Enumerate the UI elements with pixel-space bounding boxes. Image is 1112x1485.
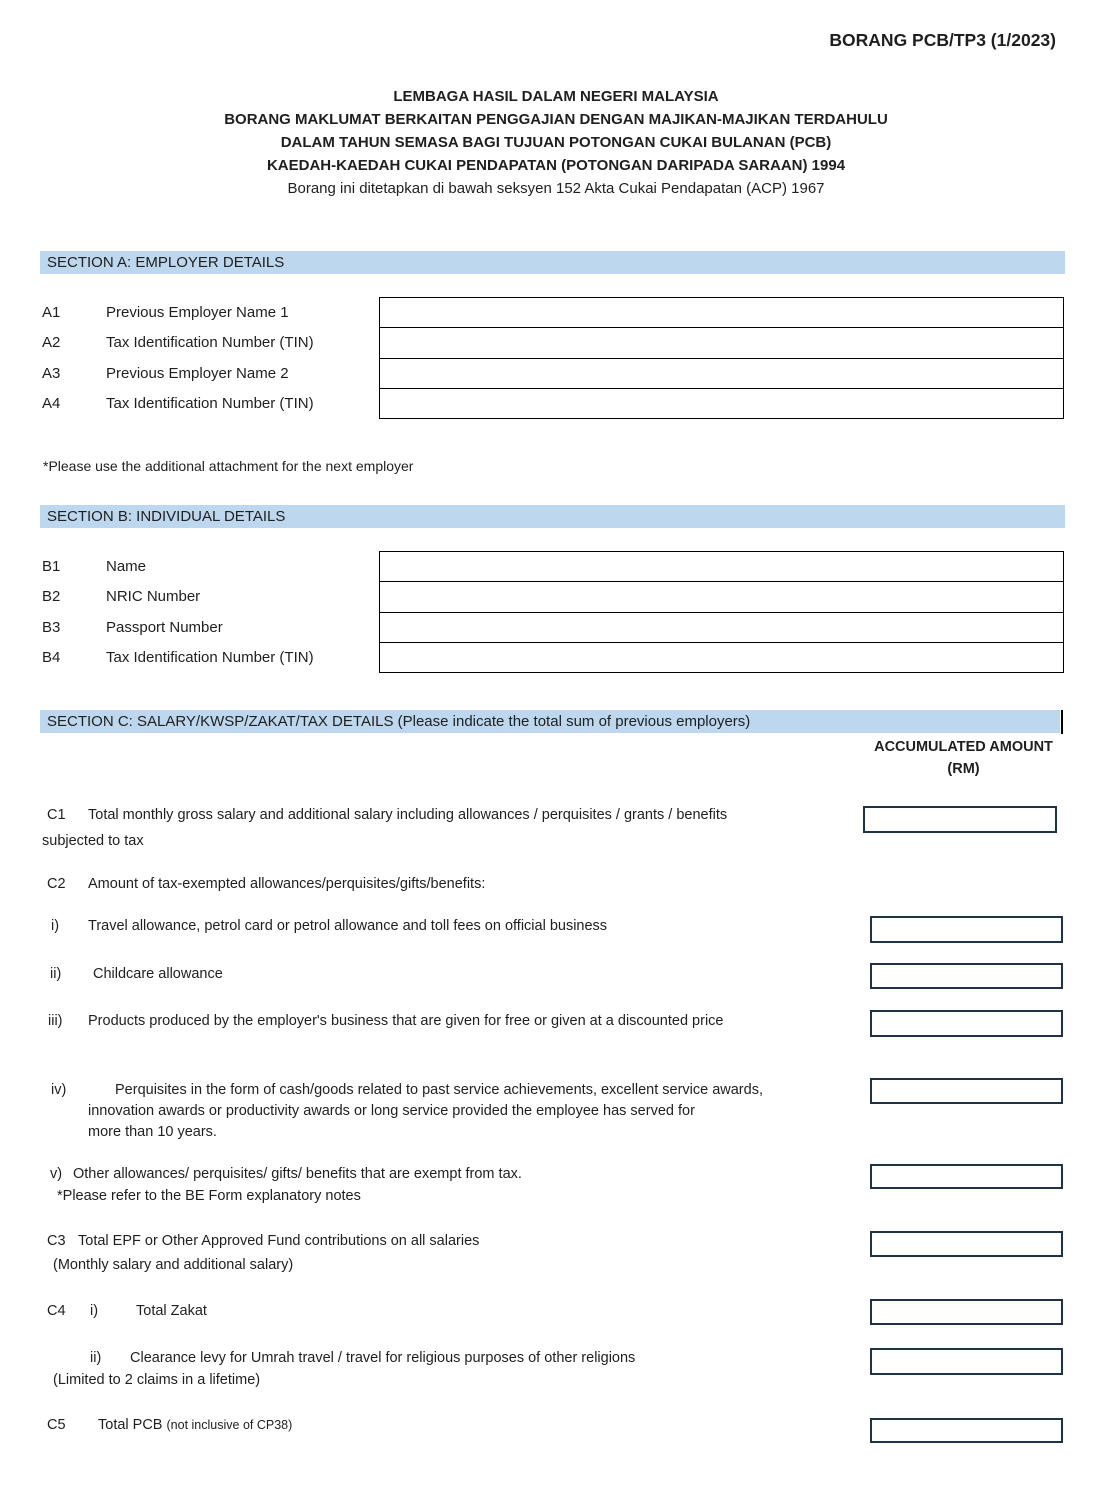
b2-field-cell — [380, 582, 1063, 612]
heading-line-2: BORANG MAKLUMAT BERKAITAN PENGGAJIAN DENGAN MAJIKAN-MAJIKAN TERDAHULU — [224, 111, 888, 128]
b4-field-cell — [380, 643, 1063, 672]
field-code-b1: B1 — [42, 557, 61, 575]
c2-v-amount-input[interactable] — [870, 1164, 1063, 1189]
label-row-b4 — [42, 643, 377, 674]
c2-v-code: v) — [50, 1166, 63, 1182]
label-row-a1 — [42, 297, 377, 328]
field-label-a2: Tax Identification Number (TIN) — [106, 334, 314, 352]
c2-label: Amount of tax-exempted allowances/perquisites/gifts/benefits: — [88, 876, 486, 892]
c2-iv-text-line2: innovation awards or productivity awards or long service provided the employee has served for — [88, 1103, 695, 1119]
c2-code: C2 — [47, 876, 66, 892]
c2-ii-code: ii) — [50, 966, 62, 982]
field-code-b2: B2 — [42, 588, 61, 606]
c2-ii-text: Childcare allowance — [93, 966, 223, 982]
c2-i-code: i) — [51, 918, 60, 934]
c2-iv-text-line1: Perquisites in the form of cash/goods related to past service achievements, excellent service awards, — [115, 1082, 763, 1098]
section-a-table — [379, 297, 1064, 419]
section-c-header-tick — [1061, 710, 1063, 734]
c2-v-text-line1: Other allowances/ perquisites/ gifts/ benefits that are exempt from tax. — [73, 1166, 522, 1182]
section-a-note: *Please use the additional attachment for the next employer — [43, 458, 414, 474]
label-row-b3 — [42, 612, 377, 643]
c2-v-text-line2: *Please refer to the BE Form explanatory notes — [57, 1188, 361, 1204]
field-code-b3: B3 — [42, 618, 61, 636]
section-c-header: SECTION C: SALARY/KWSP/ZAKAT/TAX DETAILS (Please indicate the total sum of previous employers) — [40, 710, 1060, 733]
heading-line-5: Borang ini ditetapkan di bawah seksyen 152 Akta Cukai Pendapatan (ACP) 1967 — [287, 180, 825, 197]
b1-input[interactable] — [380, 552, 1063, 581]
c3-code: C3 — [47, 1233, 66, 1249]
c1-code: C1 — [47, 807, 66, 823]
c2-i-text: Travel allowance, petrol card or petrol allowance and toll fees on official business — [88, 918, 608, 934]
c3-text-line2: (Monthly salary and additional salary) — [53, 1257, 294, 1273]
c4-ii-text-line2: (Limited to 2 claims in a lifetime) — [53, 1372, 261, 1388]
form-heading — [0, 85, 1112, 200]
a4-input[interactable] — [380, 389, 1063, 418]
c5-text — [98, 1417, 292, 1433]
c4-i-text: Total Zakat — [136, 1303, 207, 1319]
field-label-b2: NRIC Number — [106, 588, 201, 606]
a1-field-cell — [380, 298, 1063, 328]
c5-text-main: Total PCB — [98, 1417, 163, 1433]
label-row-a3 — [42, 358, 377, 389]
c1-text-line2: subjected to tax — [42, 833, 144, 849]
a1-input[interactable] — [380, 298, 1063, 327]
c5-amount-input[interactable] — [870, 1418, 1063, 1443]
b3-field-cell — [380, 613, 1063, 643]
field-code-a1: A1 — [42, 303, 61, 321]
c2-i-amount-input[interactable] — [870, 916, 1063, 943]
c5-text-small: (not inclusive of CP38) — [166, 1418, 293, 1432]
a2-input[interactable] — [380, 328, 1063, 357]
c2-iii-amount-input[interactable] — [870, 1010, 1063, 1037]
c1-amount-input[interactable] — [863, 806, 1057, 833]
field-code-a3: A3 — [42, 364, 61, 382]
field-label-b4: Tax Identification Number (TIN) — [106, 649, 314, 667]
a3-input[interactable] — [380, 359, 1063, 388]
b3-input[interactable] — [380, 613, 1063, 642]
form-code: BORANG PCB/TP3 (1/2023) — [829, 30, 1056, 50]
field-label-a1: Previous Employer Name 1 — [106, 303, 289, 321]
field-code-a2: A2 — [42, 334, 61, 352]
accumulated-amount-header — [866, 736, 1061, 780]
c2-iii-text: Products produced by the employer's business that are given for free or given at a discounted price — [88, 1013, 724, 1029]
accumulated-amount-line1: ACCUMULATED AMOUNT — [874, 739, 1053, 755]
field-code-b4: B4 — [42, 649, 61, 667]
c2-iv-code: iv) — [51, 1082, 67, 1098]
b2-input[interactable] — [380, 582, 1063, 611]
c2-iv-amount-input[interactable] — [870, 1078, 1063, 1104]
c4-i-amount-input[interactable] — [870, 1299, 1063, 1325]
c3-amount-input[interactable] — [870, 1231, 1063, 1257]
heading-line-1: LEMBAGA HASIL DALAM NEGERI MALAYSIA — [393, 88, 719, 105]
field-label-a4: Tax Identification Number (TIN) — [106, 395, 314, 413]
heading-line-3: DALAM TAHUN SEMASA BAGI TUJUAN POTONGAN CUKAI BULANAN (PCB) — [280, 134, 832, 151]
accumulated-amount-line2: (RM) — [947, 761, 980, 777]
c2-ii-amount-input[interactable] — [870, 963, 1063, 989]
a2-field-cell — [380, 328, 1063, 358]
b4-input[interactable] — [380, 643, 1063, 672]
field-code-a4: A4 — [42, 395, 61, 413]
section-a-header: SECTION A: EMPLOYER DETAILS — [40, 251, 1065, 274]
heading-line-4: KAEDAH-KAEDAH CUKAI PENDAPATAN (POTONGAN DARIPADA SARAAN) 1994 — [266, 157, 846, 174]
c2-iii-code: iii) — [48, 1013, 63, 1029]
label-row-a4 — [42, 389, 377, 420]
a3-field-cell — [380, 359, 1063, 389]
section-b-table — [379, 551, 1064, 673]
c2-iv-text-line3: more than 10 years. — [88, 1124, 217, 1140]
c4-ii-amount-input[interactable] — [870, 1348, 1063, 1375]
c4-i-code: i) — [90, 1303, 99, 1319]
a4-field-cell — [380, 389, 1063, 418]
label-row-a2 — [42, 328, 377, 359]
field-label-a3: Previous Employer Name 2 — [106, 364, 289, 382]
c4-code: C4 — [47, 1303, 66, 1319]
field-label-b1: Name — [106, 557, 147, 575]
c3-text-line1: Total EPF or Other Approved Fund contributions on all salaries — [78, 1233, 480, 1249]
label-row-b1 — [42, 551, 377, 582]
c5-code: C5 — [47, 1417, 66, 1433]
c4-ii-code: ii) — [90, 1350, 102, 1366]
field-label-b3: Passport Number — [106, 618, 223, 636]
c4-ii-text-line1: Clearance levy for Umrah travel / travel for religious purposes of other religions — [130, 1350, 636, 1366]
b1-field-cell — [380, 552, 1063, 582]
c1-text-line1: Total monthly gross salary and additional salary including allowances / perquisites / grants / benefits — [88, 807, 728, 823]
section-a-labels — [42, 297, 377, 419]
section-b-header: SECTION B: INDIVIDUAL DETAILS — [40, 505, 1065, 528]
label-row-b2 — [42, 582, 377, 613]
section-b-labels — [42, 551, 377, 673]
